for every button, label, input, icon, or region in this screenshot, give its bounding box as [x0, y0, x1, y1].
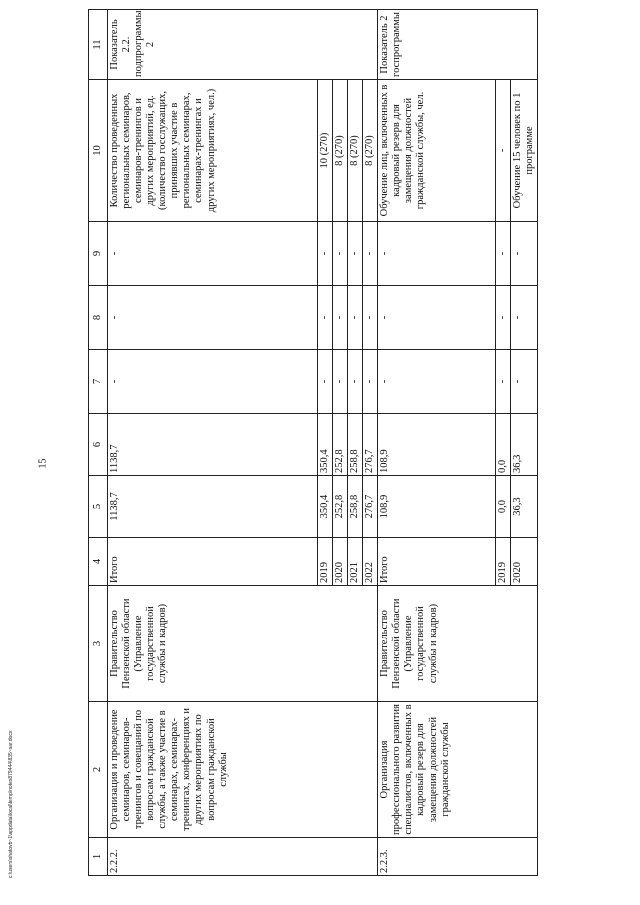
col6: 350,4 — [318, 414, 333, 476]
year: 2020 — [511, 538, 538, 586]
table-row — [108, 10, 318, 876]
total-label: Итого — [378, 538, 496, 586]
table-row — [378, 10, 496, 876]
col9: - — [318, 222, 333, 286]
header-row — [89, 10, 108, 876]
total-col9: - — [108, 222, 318, 286]
header-cell: 4 — [89, 538, 108, 586]
col6: 36,3 — [511, 414, 538, 476]
col6: 276,7 — [363, 414, 378, 476]
col7: - — [348, 350, 363, 414]
col10: 8 (270) — [363, 80, 378, 222]
header-cell: 6 — [89, 414, 108, 476]
col8: - — [511, 286, 538, 350]
col10: 10 (270) — [318, 80, 333, 222]
item-number: 2.2.3. — [378, 838, 538, 876]
col8: - — [348, 286, 363, 350]
total-col6: 1138,7 — [108, 414, 318, 476]
program-table — [88, 9, 538, 876]
col8: - — [363, 286, 378, 350]
total-col7: - — [378, 350, 496, 414]
col9: - — [363, 222, 378, 286]
header-cell: 5 — [89, 476, 108, 538]
page-number: 15 — [37, 458, 49, 469]
header-cell: 9 — [89, 222, 108, 286]
total-col8: - — [108, 286, 318, 350]
col9: - — [348, 222, 363, 286]
year: 2022 — [363, 538, 378, 586]
col5: 36,3 — [511, 476, 538, 538]
col6: 258,8 — [348, 414, 363, 476]
item-name: Организация и проведение семинаров, семинаров-тренингов и совещаний по вопросам гражданской службы, а также участие в семинарах, семинарах-тренингах, конференциях и других мероприятиях по вопросам гражданской службы — [108, 702, 378, 838]
indicator: Обучение лиц, включенных в кадровый резерв для замещения должностей гражданской службы, чел. — [378, 80, 496, 222]
total-col8: - — [378, 286, 496, 350]
item-name: Организация профессионального развития специалистов, включенных в кадровый резерв для замещения должностей гражданской службы — [378, 702, 538, 838]
indicator-link: Показатель 2 госпрограммы — [378, 10, 538, 80]
col6: 252,8 — [333, 414, 348, 476]
col9: - — [333, 222, 348, 286]
indicator: Количество проведенных региональных семинаров, семинаров-тренингов и других мероприятий, ед. (количество госслужащих, принявших участие в региональных семинарах, семинарах-тренингах и других мероприятиях, чел.) — [108, 80, 318, 222]
col8: - — [496, 286, 511, 350]
col5: 258,8 — [348, 476, 363, 538]
rotated-table-page — [88, 10, 608, 876]
header-cell: 7 — [89, 350, 108, 414]
col7: - — [318, 350, 333, 414]
col7: - — [511, 350, 538, 414]
col10: Обучение 15 человек по 1 программе — [511, 80, 538, 222]
header-cell: 11 — [89, 10, 108, 80]
total-col5: 1138,7 — [108, 476, 318, 538]
header-cell: 2 — [89, 702, 108, 838]
header-cell: 1 — [89, 838, 108, 876]
total-label: Итого — [108, 538, 318, 586]
col10: 8 (270) — [333, 80, 348, 222]
item-number: 2.2.2. — [108, 838, 378, 876]
year: 2019 — [496, 538, 511, 586]
col7: - — [333, 350, 348, 414]
col5: 350,4 — [318, 476, 333, 538]
year: 2020 — [333, 538, 348, 586]
item-executor: Правительство Пензенской области (Управление государственной службы и кадров) — [378, 586, 538, 702]
year: 2019 — [318, 538, 333, 586]
total-col7: - — [108, 350, 318, 414]
footer-path: c:\users\shatovb~1\appdata\local\temp\notes879444\835~sar.docx — [8, 730, 14, 878]
total-col5: 108,9 — [378, 476, 496, 538]
col5: 276,7 — [363, 476, 378, 538]
col10: - — [496, 80, 511, 222]
header-cell: 8 — [89, 286, 108, 350]
col5: 252,8 — [333, 476, 348, 538]
header-cell: 10 — [89, 80, 108, 222]
col8: - — [318, 286, 333, 350]
col7: - — [363, 350, 378, 414]
item-executor: Правительство Пензенской области (Управление государственной службы и кадров) — [108, 586, 378, 702]
year: 2021 — [348, 538, 363, 586]
col7: - — [496, 350, 511, 414]
indicator-link: Показатель 2.2. подпрограммы 2 — [108, 10, 378, 80]
col9: - — [511, 222, 538, 286]
col8: - — [333, 286, 348, 350]
col5: 0,0 — [496, 476, 511, 538]
col9: - — [496, 222, 511, 286]
total-col6: 108,9 — [378, 414, 496, 476]
header-cell: 3 — [89, 586, 108, 702]
col10: 8 (270) — [348, 80, 363, 222]
total-col9: - — [378, 222, 496, 286]
col6: 0,0 — [496, 414, 511, 476]
